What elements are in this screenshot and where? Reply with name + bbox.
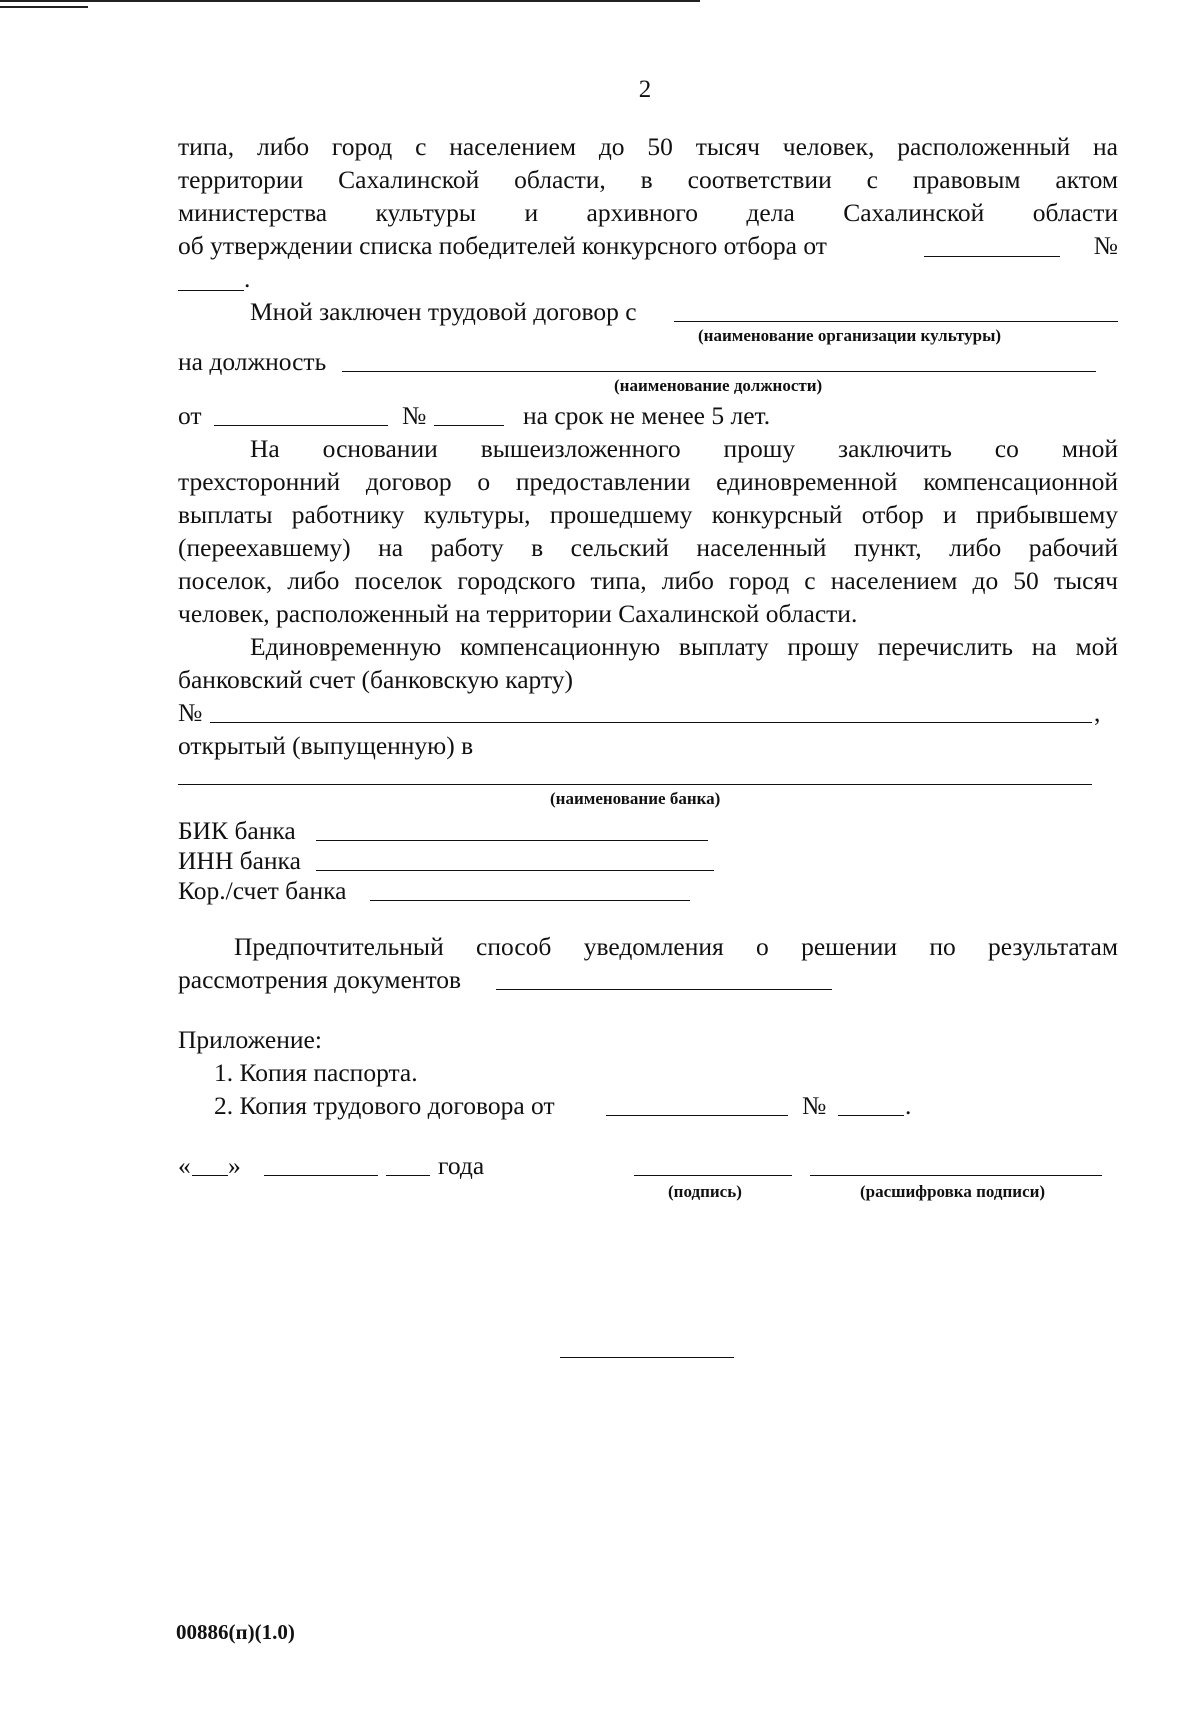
year-field[interactable]: [386, 1153, 430, 1176]
notify-line2: рассмотрения документов: [178, 965, 462, 994]
position-caption: (наименование должности): [614, 376, 823, 395]
contract-no-sign: №: [402, 401, 427, 430]
para1-line4: об утверждении списка победителей конкурсного отбора от: [178, 231, 827, 260]
para2-line3: выплаты работнику культуры, прошедшему конкурсный отбор и прибывшему: [178, 500, 1118, 529]
contract-date-row: [178, 399, 1118, 432]
notify-line1: Предпочтительный способ уведомления о решении по результатам: [234, 932, 1118, 961]
inn-label: ИНН банка: [178, 846, 301, 875]
document-body: [178, 130, 1118, 1203]
end-separator-line: [560, 1357, 734, 1358]
para2-line6: человек, расположенный на территории Сахалинской области.: [178, 599, 858, 628]
contract-text: Мной заключен трудовой договор с: [250, 297, 637, 326]
contract-row: [178, 295, 1118, 325]
account-number-field[interactable]: [210, 700, 1092, 723]
para2-line5: поселок, либо поселок городского типа, либо город с населением до 50 тысяч: [178, 566, 1118, 595]
signature-caption-row: [178, 1179, 1118, 1203]
bik-row: [178, 814, 1118, 844]
account-no-sign: №: [178, 698, 203, 727]
top-border-line: [0, 0, 700, 2]
contract-date-field[interactable]: [214, 403, 388, 426]
opened-text: открытый (выпущенную) в: [178, 731, 474, 760]
top-border-line-short: [0, 6, 88, 8]
signature-field[interactable]: [634, 1153, 792, 1176]
bank-caption: (наименование банка): [550, 789, 721, 808]
year-text: года: [438, 1151, 485, 1180]
month-field[interactable]: [264, 1153, 378, 1176]
approval-number-field[interactable]: [178, 268, 244, 291]
approval-date-field[interactable]: [924, 234, 1060, 257]
para1-line4-row: [178, 229, 1118, 262]
position-field[interactable]: [342, 349, 1096, 372]
bank-name-row: [178, 762, 1118, 788]
decode-caption: (расшифровка подписи): [860, 1182, 1046, 1201]
position-caption-row: [178, 377, 1118, 399]
footer-code: 00886(п)(1.0): [176, 1620, 295, 1644]
employment-contract-no-sign: №: [802, 1091, 827, 1120]
sign-caption: (подпись): [668, 1182, 742, 1201]
bik-label: БИК банка: [178, 816, 296, 845]
bank-line2: банковский счет (банковскую карту): [178, 665, 573, 694]
attachment-item-2: 2. Копия трудового договора от: [214, 1091, 555, 1120]
position-text: на должность: [178, 347, 327, 376]
notify-line2-row: [178, 963, 1118, 1023]
para2-line4: (переехавшему) на работу в сельский населенный пункт, либо рабочий: [178, 533, 1118, 562]
bik-field[interactable]: [316, 818, 708, 841]
term-text: на срок не менее 5 лет.: [523, 401, 771, 430]
bank-caption-row: [178, 788, 1118, 814]
from-text: от: [178, 401, 202, 430]
employment-contract-date-field[interactable]: [606, 1093, 788, 1116]
quote-close: »: [228, 1151, 241, 1180]
attachment-item-2-row: [178, 1089, 1118, 1149]
day-field[interactable]: [192, 1153, 228, 1176]
item2-period: .: [905, 1091, 912, 1120]
contract-number-field[interactable]: [434, 403, 504, 426]
approval-no-sign: №: [1093, 231, 1118, 260]
kor-label: Кор./счет банка: [178, 876, 347, 905]
organization-field[interactable]: [674, 299, 1118, 322]
inn-row: [178, 844, 1118, 874]
para1-line1: типа, либо город с населением до 50 тысяч человек, расположенный на: [178, 132, 1118, 161]
position-row: [178, 349, 1118, 377]
signature-row: [178, 1149, 1118, 1179]
inn-field[interactable]: [316, 848, 714, 871]
bank-name-field[interactable]: [178, 762, 1092, 785]
attachments-title: Приложение:: [178, 1025, 322, 1054]
kor-field[interactable]: [370, 878, 690, 901]
para2-line1: На основании вышеизложенного прошу заключить со мной: [250, 434, 1118, 463]
para1-line2: территории Сахалинской области, в соответствии с правовым актом: [178, 165, 1118, 194]
notify-method-field[interactable]: [496, 967, 832, 990]
account-comma: ,: [1094, 698, 1101, 727]
para1-line3: министерства культуры и архивного дела Сахалинской области: [178, 198, 1118, 227]
para2-line2: трехсторонний договор о предоставлении единовременной компенсационной: [178, 467, 1118, 496]
approval-number-row: .: [178, 262, 1118, 295]
signature-decode-field[interactable]: [810, 1153, 1102, 1176]
kor-row: [178, 874, 1118, 930]
employment-contract-number-field[interactable]: [838, 1093, 904, 1116]
org-caption: (наименование организации культуры): [698, 326, 1002, 345]
page-number: 2: [638, 76, 652, 103]
quote-open: «: [178, 1151, 191, 1180]
account-row: [178, 696, 1118, 729]
attachment-item-1: 1. Копия паспорта.: [214, 1058, 418, 1087]
bank-line1: Единовременную компенсационную выплату прошу перечислить на мой: [250, 632, 1118, 661]
